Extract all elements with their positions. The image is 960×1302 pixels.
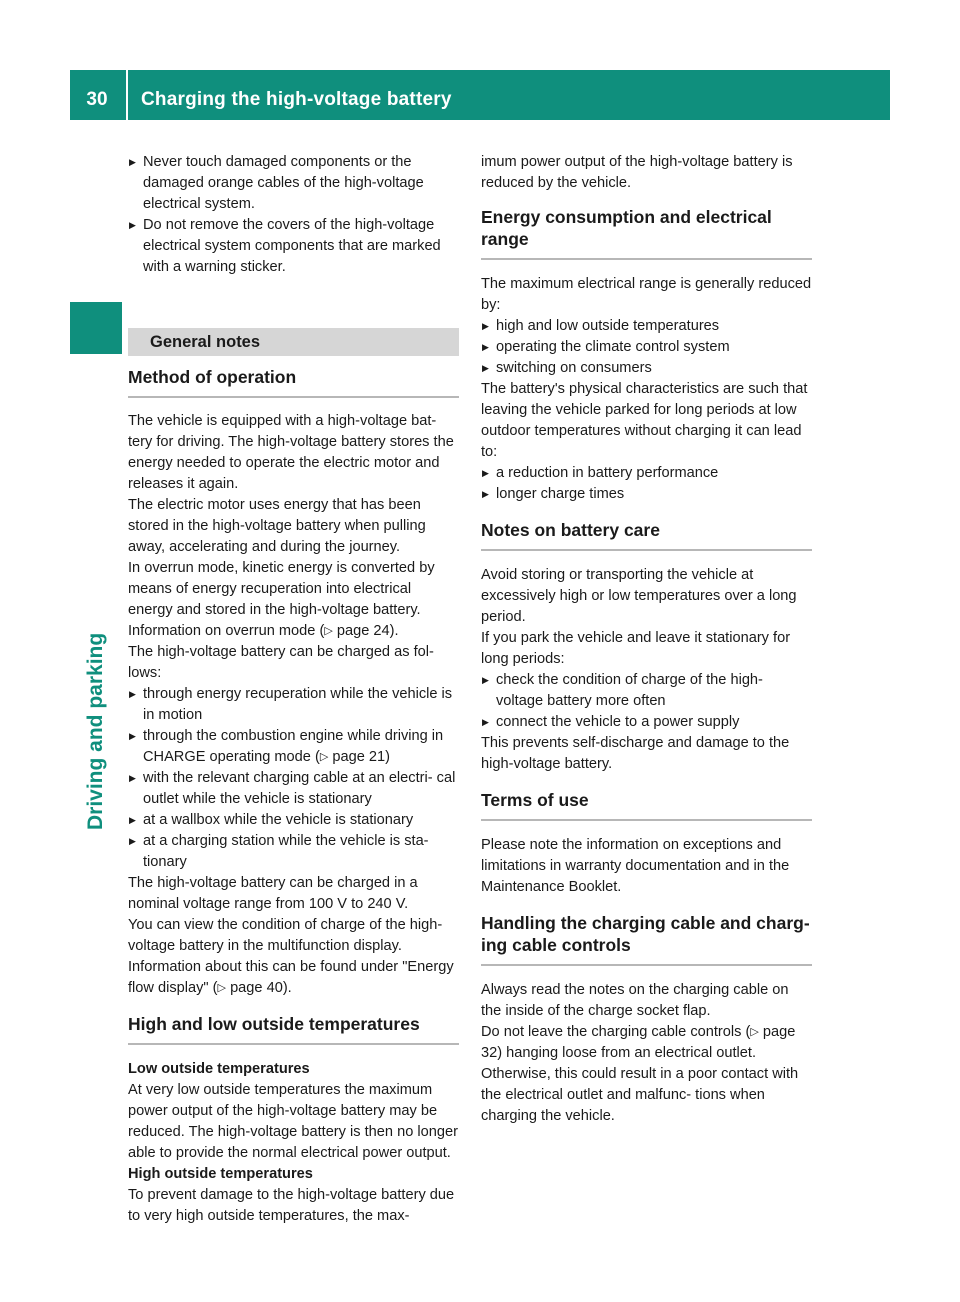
paragraph: Please note the information on exceptions and limitations in warranty documentation and in the Maintenance Booklet. [481,837,790,895]
battery-care-heading: Notes on battery care [481,519,812,551]
list-item: ▶ Never touch damaged components or the damaged orange cables of the high-voltage electrical system. [128,152,459,215]
chapter-tab-marker [70,302,122,354]
left-column [128,152,459,1227]
paragraph: The high-voltage battery can be charged as fol- lows: [128,644,434,681]
handling-heading: Handling the charging cable and charg- ing cable controls [481,912,812,966]
charging-methods-list [128,684,459,873]
paragraph: To prevent damage to the high-voltage battery due to very high outside temperatures, the max- [128,1187,455,1224]
terms-heading: Terms of use [481,789,812,821]
page-ref-icon: ▷ [217,982,226,994]
general-notes-heading: General notes [128,328,459,356]
page-ref-icon: ▷ [750,1026,759,1038]
consequences-list [481,463,812,505]
list-item: ▶ operating the climate control system [481,337,812,358]
page-number: 30 [86,89,108,110]
paragraph: The high-voltage battery can be charged in a nominal voltage range from 100 V to 240 V. [128,875,418,912]
list-item: ▶ connect the vehicle to a power supply [481,712,812,733]
paragraph-text: You can view the condition of charge of the high- voltage battery in the multifunction display. Information about this can be found under "Energy flow display" ( [128,917,454,996]
paragraph [128,915,459,999]
list-item: ▶ a reduction in battery performance [481,463,812,484]
paragraph: imum power output of the high-voltage battery is reduced by the vehicle. [481,154,793,191]
list-item: ▶ check the condition of charge of the high- voltage battery more often [481,670,812,712]
page-ref-link[interactable]: page 32) hanging loose from an electrical outlet. Otherwise, this could result in a poor contact with the electrical outlet and malfunc- tions when charging the vehicle. [481,1024,799,1124]
page-header [70,70,890,120]
paragraph: The vehicle is equipped with a high-voltage bat- tery for driving. The high-voltage battery stores the energy needed to operate the electric motor and releases it again. [128,413,454,492]
paragraph: Always read the notes on the charging cable on the inside of the charge socket flap. [481,982,789,1019]
method-heading: Method of operation [128,366,459,398]
paragraph: If you park the vehicle and leave it stationary for long periods: [481,630,791,667]
list-item: ▶ switching on consumers [481,358,812,379]
paragraph-text: Do not leave the charging cable controls ( [481,1024,751,1040]
list-item: ▶ high and low outside temperatures [481,316,812,337]
range-factors-list [481,316,812,379]
header-divider [126,70,128,120]
warning-list [128,152,459,278]
paragraph [481,1022,812,1127]
high-temp-subheading: High outside temperatures [128,1166,313,1182]
list-item: ▶ longer charge times [481,484,812,505]
list-item: ▶ Do not remove the covers of the high-voltage electrical system components that are marked with a warning sticker. [128,215,459,278]
page-ref-link[interactable]: page 40). [230,980,292,996]
list-item [128,726,459,768]
list-item: ▶ at a charging station while the vehicle is sta- tionary [128,831,459,873]
list-item: ▶ through energy recuperation while the vehicle is in motion [128,684,459,726]
page-ref-link[interactable]: page 24). [336,623,399,639]
low-temp-subheading: Low outside temperatures [128,1061,310,1077]
paragraph: At very low outside temperatures the maximum power output of the high-voltage battery may be reduced. The high-voltage battery is then no longer able to provide the normal electrical power output. [128,1082,458,1161]
list-item-text: through the combustion engine while driving in CHARGE operating mode ( [143,728,444,765]
paragraph-text: In overrun mode, kinetic energy is converted by means of energy recuperation into electrical energy and stored in the high-voltage battery. Information on overrun mode ( [128,560,435,639]
paragraph: The electric motor uses energy that has been stored in the high-voltage battery when pulling away, accelerating and during the journey. [128,497,426,555]
list-item: ▶ with the relevant charging cable at an electri- cal outlet while the vehicle is stationary [128,768,459,810]
page-ref-icon: ▷ [319,751,329,763]
paragraph: This prevents self-discharge and damage to the high-voltage battery. [481,735,790,772]
care-list [481,670,812,733]
paragraph: The battery's physical characteristics are such that leaving the vehicle parked for long periods at low outdoor temperatures without charging it can lead to: [481,381,808,460]
paragraph: Avoid storing or transporting the vehicle at excessively high or low temperatures over a long period. [481,567,797,625]
temperatures-heading: High and low outside temperatures [128,1013,459,1045]
right-column [481,152,812,1127]
chapter-label: Driving and parking [84,632,107,830]
energy-heading: Energy consumption and electrical range [481,206,812,260]
list-item: ▶ at a wallbox while the vehicle is stationary [128,810,459,831]
paragraph: The maximum electrical range is generally reduced by: [481,276,812,313]
paragraph [128,558,459,642]
page-ref-icon: ▷ [324,625,333,637]
page-ref-link[interactable]: page 21) [332,749,390,765]
section-title: Charging the high-voltage battery [141,89,452,110]
